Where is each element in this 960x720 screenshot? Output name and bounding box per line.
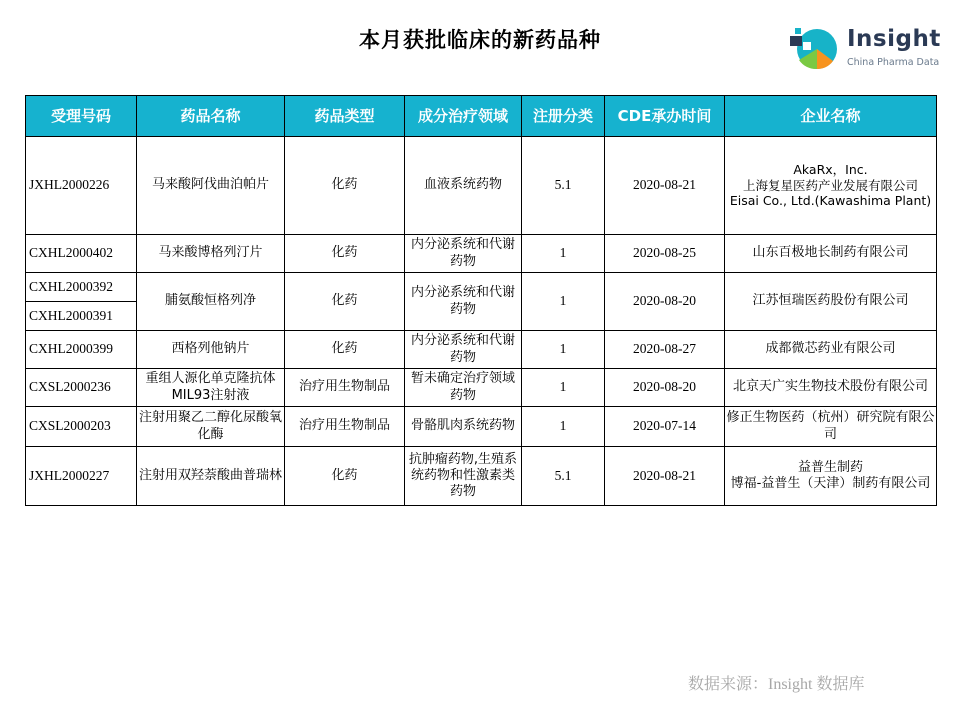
cell-accept-no: CXSL2000236 [26, 369, 137, 407]
table-row [26, 331, 937, 369]
cell-accept-no-2: CXHL2000391 [26, 302, 137, 331]
cell-company: 江苏恒瑞医药股份有限公司 [725, 273, 937, 331]
cell-drug-name: 重组人源化单克隆抗体MIL93注射液 [137, 369, 285, 407]
header-drug-type: 药品类型 [285, 96, 405, 137]
cell-field: 内分泌系统和代谢药物 [405, 331, 522, 369]
cell-drug-type: 治疗用生物制品 [285, 407, 405, 447]
drug-table [25, 95, 937, 506]
table-row [26, 137, 937, 235]
cell-drug-type: 化药 [285, 447, 405, 506]
cell-drug-type: 化药 [285, 273, 405, 331]
header-company: 企业名称 [725, 96, 937, 137]
logo-subtitle: China Pharma Data [847, 57, 940, 68]
cell-drug-name: 脯氨酸恒格列净 [137, 273, 285, 331]
cell-reg-class: 5.1 [522, 137, 605, 235]
cell-company: AkaRx，Inc. 上海复星医药产业发展有限公司 Eisai Co., Ltd.(Kawashima Plant) [725, 137, 937, 235]
header-cde-date: CDE承办时间 [605, 96, 725, 137]
cell-reg-class: 5.1 [522, 447, 605, 506]
cell-cde-date: 2020-08-20 [605, 369, 725, 407]
page-title: 本月获批临床的新药品种 [359, 28, 601, 52]
cell-drug-name: 西格列他钠片 [137, 331, 285, 369]
cell-reg-class: 1 [522, 369, 605, 407]
cell-drug-name: 马来酸阿伐曲泊帕片 [137, 137, 285, 235]
cell-accept-no: CXHL2000402 [26, 235, 137, 273]
cell-cde-date: 2020-08-25 [605, 235, 725, 273]
insight-logo-icon [787, 22, 839, 74]
cell-field: 血液系统药物 [405, 137, 522, 235]
logo-name: Insight [847, 26, 941, 52]
cell-field: 内分泌系统和代谢药物 [405, 235, 522, 273]
cell-accept-no: CXSL2000203 [26, 407, 137, 447]
cell-reg-class: 1 [522, 235, 605, 273]
data-source-note: 数据来源：Insight 数据库 [688, 676, 865, 693]
cell-cde-date: 2020-07-14 [605, 407, 725, 447]
cell-cde-date: 2020-08-20 [605, 273, 725, 331]
cell-field: 骨骼肌肉系统药物 [405, 407, 522, 447]
cell-company: 成都微芯药业有限公司 [725, 331, 937, 369]
cell-drug-name: 马来酸博格列汀片 [137, 235, 285, 273]
header-field: 成分治疗领域 [405, 96, 522, 137]
cell-accept-no: JXHL2000227 [26, 447, 137, 506]
cell-cde-date: 2020-08-27 [605, 331, 725, 369]
cell-company: 山东百极地长制药有限公司 [725, 235, 937, 273]
cell-accept-no: CXHL2000399 [26, 331, 137, 369]
table-row [26, 235, 937, 273]
insight-logo [787, 20, 947, 76]
cell-drug-name: 注射用聚乙二醇化尿酸氧化酶 [137, 407, 285, 447]
cell-field: 内分泌系统和代谢药物 [405, 273, 522, 331]
cell-company: 修正生物医药（杭州）研究院有限公司 [725, 407, 937, 447]
cell-drug-type: 化药 [285, 331, 405, 369]
cell-field: 抗肿瘤药物,生殖系统药物和性激素类药物 [405, 447, 522, 506]
table-row [26, 447, 937, 506]
cell-field: 暂未确定治疗领域药物 [405, 369, 522, 407]
cell-cde-date: 2020-08-21 [605, 137, 725, 235]
table-header-row [26, 96, 937, 137]
cell-drug-name: 注射用双羟萘酸曲普瑞林 [137, 447, 285, 506]
cell-reg-class: 1 [522, 273, 605, 331]
cell-drug-type: 化药 [285, 235, 405, 273]
cell-reg-class: 1 [522, 331, 605, 369]
header-accept-no: 受理号码 [26, 96, 137, 137]
cell-drug-type: 化药 [285, 137, 405, 235]
table-row [26, 407, 937, 447]
table-row [26, 369, 937, 407]
cell-accept-no: JXHL2000226 [26, 137, 137, 235]
cell-drug-type: 治疗用生物制品 [285, 369, 405, 407]
header-drug-name: 药品名称 [137, 96, 285, 137]
header-reg-class: 注册分类 [522, 96, 605, 137]
cell-reg-class: 1 [522, 407, 605, 447]
cell-company: 北京天广实生物技术股份有限公司 [725, 369, 937, 407]
table-row [26, 273, 937, 302]
cell-cde-date: 2020-08-21 [605, 447, 725, 506]
cell-company: 益普生制药 博福-益普生（天津）制药有限公司 [725, 447, 937, 506]
cell-accept-no: CXHL2000392 [26, 273, 137, 302]
